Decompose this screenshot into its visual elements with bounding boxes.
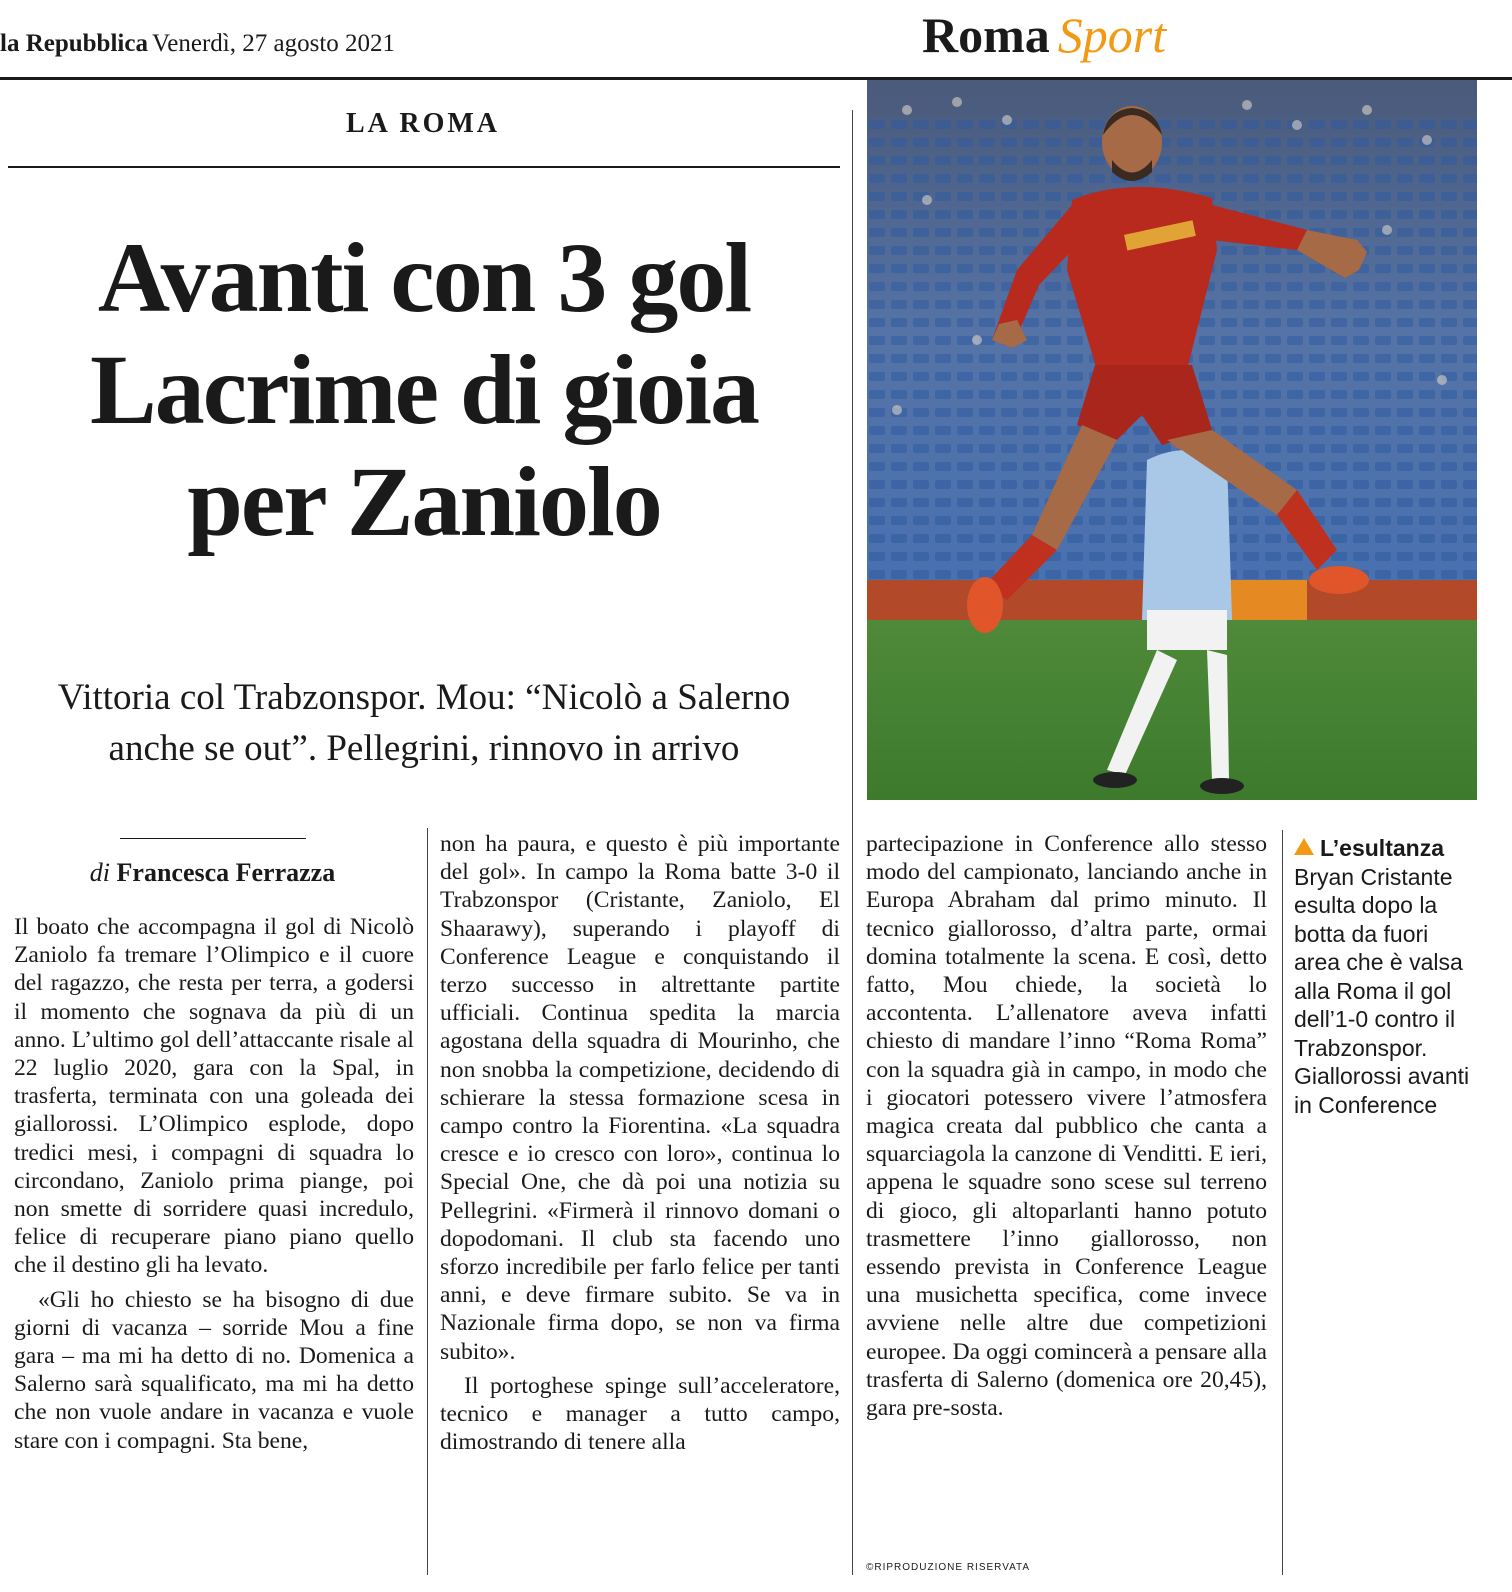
caption-line: botta da fuori xyxy=(1294,920,1429,947)
caption-title-text: L’esultanza xyxy=(1320,835,1444,861)
byline-prefix: di xyxy=(89,858,111,887)
byline-rule xyxy=(120,838,306,839)
column-divider xyxy=(427,828,428,1575)
photo-caption xyxy=(1294,834,1508,1119)
section-title xyxy=(922,8,1166,63)
caption-line: dell’1-0 contro il xyxy=(1294,1006,1456,1032)
paragraph: partecipazione in Conference allo stesso modo del campionato, lanciando anche in Europa Abraham dal primo minuto. Il tecnico giallorosso, d’altra parte, ormai domina totalmente la scena. E così, detto fatto, Mou chiede, la società lo accontenta. L’allenatore aveva infatti chiesto di mandare l’inno “Roma Roma” con la squadra già in campo, in modo che i giocatori potessero vivere l’atmosfera magica creata dal pubblico che canta a squarciagola la canzone di Venditti. E ieri, appena le squadre sono scese sul terreno di gioco, gli altoparlanti hanno potuto trasmettere l’inno giallorosso, non essendo prevista in Conference League una musichetta specifica, come invece avviene nelle altre due competizioni europee. Da oggi comincerà a pensare alla trasferta di Salerno (domenica ore 20,45), gara pre-sosta. xyxy=(866,831,1267,1422)
section-city: Roma xyxy=(922,7,1050,63)
caption-line: Trabzonspor. xyxy=(1294,1034,1428,1061)
caption-title xyxy=(1294,834,1508,863)
byline xyxy=(10,858,415,888)
article-column-2 xyxy=(440,830,840,1456)
paper-name: la Repubblica xyxy=(0,30,148,57)
player-celebration-image xyxy=(867,80,1477,800)
article-column-1 xyxy=(14,913,414,1455)
headline-line: per Zaniolo xyxy=(187,446,661,557)
paragraph: Il portoghese spinge sull’acceleratore, tecnico e manager a tutto campo, dimostrando di tenere alla xyxy=(440,1372,840,1456)
copyright-notice: ©RIPRODUZIONE RISERVATA xyxy=(866,1562,1031,1573)
section-name: Sport xyxy=(1057,7,1167,63)
triangle-up-icon xyxy=(1294,838,1314,855)
kicker: LA ROMA xyxy=(346,108,500,139)
issue-date: Venerdì, 27 agosto 2021 xyxy=(152,30,396,57)
author-name: Francesca Ferrazza xyxy=(116,858,336,887)
headline xyxy=(8,222,840,558)
paragraph: non ha paura, e questo è più importante del gol». In campo la Roma batte 3-0 il Trabzonspor (Cristante, Zaniolo, El Shaarawy), superando i playoff di Conference League e conquistando il terzo successo in altrettante partite ufficiali. Continua spedita la marcia agostana della squadra di Mourinho, che non snobba la competizione, decidendo di schierare la stessa formazione scesa in campo contro la Fiorentina. «La squadra cresce e io cresco con loro», continua lo Special One, che dà poi una notizia su Pellegrini. «Firmerà il rinnovo domani o dopodomani. Il club sta facendo uno sforzo incredibile per farlo felice per tanti anni, e deve firmare subito. Se va in Nazionale firma dopo, se non va firma subito». xyxy=(440,831,840,1365)
column-divider xyxy=(1282,830,1283,1575)
paragraph: Il boato che accompagna il gol di Nicolò Zaniolo fa tremare l’Olimpico e il cuore del ragazzo, che resta per terra, a godersi il momento che sognava da più di un anno. L’ultimo gol dell’attaccante risale al 22 luglio 2020, gara con la Spal, in trasferta, terminata con una goleada dei giallorossi. L’Olimpico esplode, dopo tredici mesi, i compagni di squadra lo circondano, Zaniolo prima piange, poi non smette di sorridere quasi incredulo, felice di recuperare piano piano quello che il destino gli ha levato. xyxy=(14,914,414,1279)
article-column-3 xyxy=(866,830,1267,1422)
kicker-rule xyxy=(8,166,840,168)
subhead-line: Vittoria col Trabzonspor. Mou: “Nicolò a Salerno xyxy=(57,677,791,718)
caption-line: Bryan Cristante xyxy=(1294,863,1453,890)
headline-line: Avanti con 3 gol xyxy=(97,222,751,333)
headline-line: Lacrime di gioia xyxy=(90,334,758,445)
column-divider xyxy=(852,110,853,1575)
article-photo xyxy=(867,80,1477,800)
caption-line: in Conference xyxy=(1294,1091,1438,1118)
paragraph: «Gli ho chiesto se ha bisogno di due giorni di vacanza – sorride Mou a fine gara – ma mi ha detto di no. Domenica a Salerno sarà squalificato, ma mi ha detto che non vuole andare in vacanza e vuole stare con i compagni. Sta bene, xyxy=(14,1286,414,1454)
caption-line: alla Roma il gol xyxy=(1294,977,1452,1004)
caption-line: area che è valsa xyxy=(1294,949,1463,975)
caption-line: esulta dopo la xyxy=(1294,892,1438,918)
subheadline xyxy=(8,672,840,774)
caption-line: Giallorossi avanti xyxy=(1294,1063,1470,1089)
subhead-line: anche se out”. Pellegrini, rinnovo in arrivo xyxy=(108,728,740,769)
